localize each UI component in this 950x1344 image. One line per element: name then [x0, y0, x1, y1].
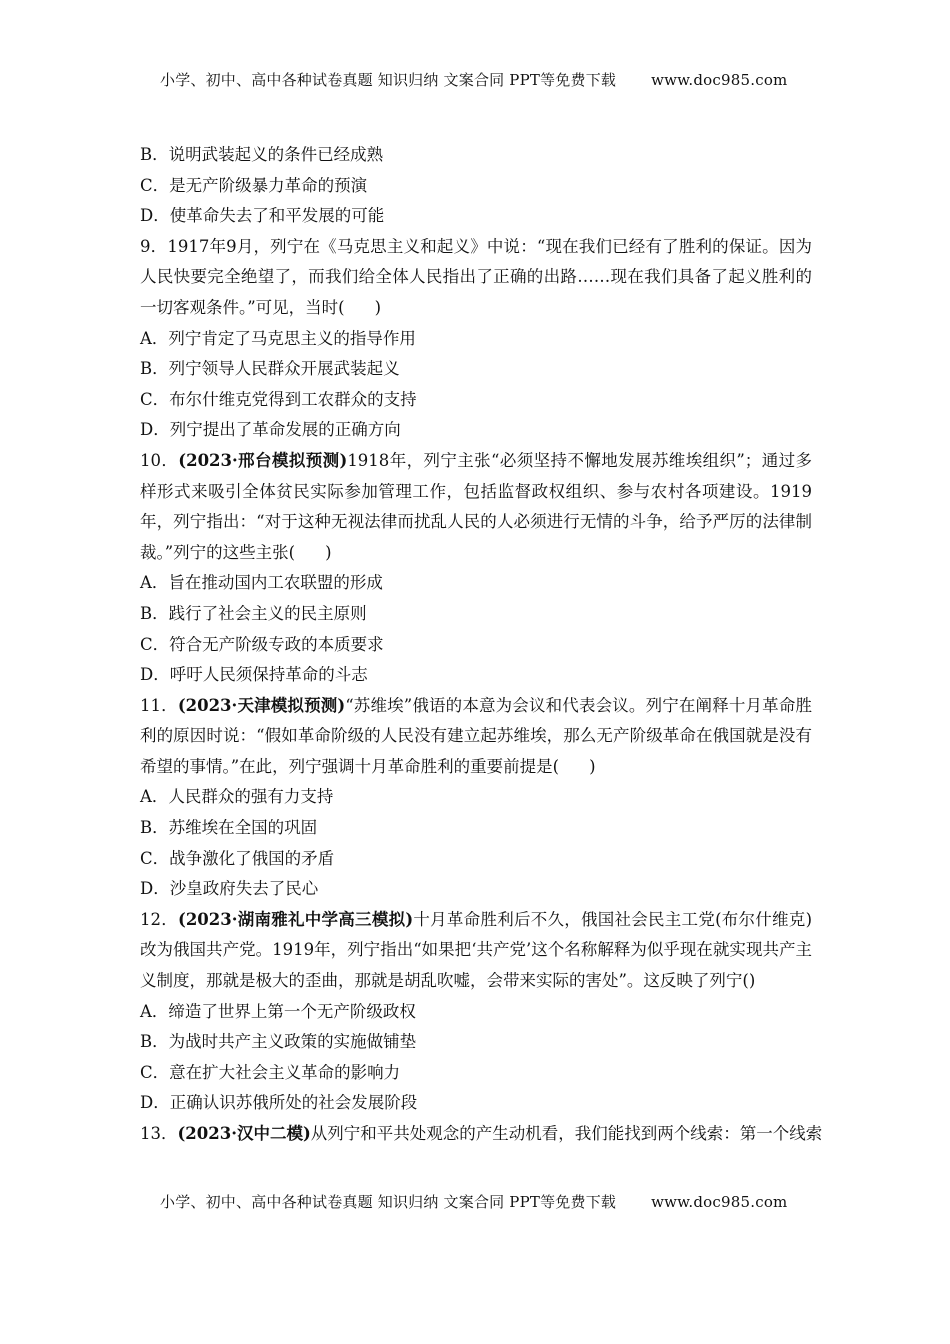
question-paren: ) — [325, 542, 332, 562]
option: D．呼吁人民须保持革命的斗志 — [140, 665, 368, 685]
question-paren: ) — [374, 297, 382, 317]
option: B．践行了社会主义的民主原则 — [140, 603, 367, 623]
question-paren: ) — [748, 971, 756, 991]
page-header — [160, 69, 800, 90]
question-source: (2023·汉中二模) — [177, 1124, 311, 1143]
option: A．缔造了世界上第一个无产阶级政权 — [140, 1001, 416, 1021]
question-content — [140, 140, 823, 1150]
footer-site-link[interactable]: www.doc985.com — [651, 1193, 788, 1211]
option: D．使革命失去了和平发展的可能 — [140, 206, 385, 226]
header-text: 小学、初中、高中各种试卷真题 知识归纳 文案合同 PPT等免费下载 — [160, 71, 617, 89]
page-footer — [160, 1191, 800, 1212]
option: C．布尔什维克党得到工农群众的支持 — [140, 389, 417, 409]
question-number: 9． — [140, 236, 168, 256]
option: A．人民群众的强有力支持 — [140, 787, 334, 807]
option: B．苏维埃在全国的巩固 — [140, 818, 318, 838]
option: B．列宁领导人民群众开展武装起义 — [140, 359, 400, 379]
question-paren: ) — [589, 756, 596, 776]
question-source: (2023·湖南雅礼中学高三模拟) — [178, 909, 414, 929]
option: C．是无产阶级暴力革命的预演 — [140, 175, 368, 195]
option: C．符合无产阶级专政的本质要求 — [140, 634, 384, 654]
option: D．列宁提出了革命发展的正确方向 — [140, 420, 401, 440]
question-number: 13． — [140, 1124, 178, 1143]
question-text: 十月革命胜利后不久，俄国社会民主工党(布尔什维克)改为俄国共产党。1919年，列宁指出“如果把‘共产党’这个名称解释为似乎现在就实现共产主义制度，那就是极大的歪曲，那就是胡乱吹嘘，会带来实际的害处”。这反映了列宁( — [140, 909, 813, 991]
footer-text: 小学、初中、高中各种试卷真题 知识归纳 文案合同 PPT等免费下载 — [160, 1193, 617, 1211]
option: B．说明武装起义的条件已经成熟 — [140, 145, 384, 164]
question-text: “苏维埃”俄语的本意为会议和代表会议。列宁在阐释十月革命胜利的原因时说：“假如革命阶级的人民没有建立起苏维埃，那么无产阶级革命在俄国就是没有希望的事情。”在此，列宁强调十月革命胜利的重要前提是( — [140, 695, 812, 776]
question-11-stem — [140, 691, 812, 783]
question-source: (2023·天津模拟预测) — [177, 695, 346, 715]
question-number: 12． — [140, 909, 179, 929]
question-text: 1917年9月，列宁在《马克思主义和起义》中说：“现在我们已经有了胜利的保证。因为人民快要完全绝望了，而我们给全体人民指出了正确的出路……现在我们具备了起义胜利的一切客观条件。”可见，当时( — [140, 236, 812, 317]
question-10-stem — [140, 446, 812, 568]
option: C．意在扩大社会主义革命的影响力 — [140, 1062, 401, 1082]
question-number: 10． — [140, 450, 179, 470]
question-12-stem — [140, 905, 812, 997]
question-source: (2023·邢台模拟预测) — [178, 450, 348, 470]
option: C．战争激化了俄国的矛盾 — [140, 848, 335, 868]
question-text: 1918年，列宁主张“必须坚持不懈地发展苏维埃组织”；通过多样形式来吸引全体贫民实际参加管理工作，包括监督政权组织、参与农村各项建设。1919年，列宁指出：“对于这种无视法律而扰乱人民的人必须进行无情的斗争，给予严厉的法律制裁。”列宁的这些主张( — [140, 450, 812, 562]
question-number: 11． — [140, 695, 178, 715]
question-13-stem — [140, 1119, 823, 1150]
option: A．旨在推动国内工农联盟的形成 — [140, 573, 383, 593]
option: D．沙皇政府失去了民心 — [140, 879, 319, 899]
question-text: 从列宁和平共处观念的产生动机看，我们能找到两个线索：第一个线索 — [310, 1124, 823, 1143]
option: A．列宁肯定了马克思主义的指导作用 — [140, 328, 416, 348]
question-9-stem — [140, 232, 812, 324]
option: D．正确认识苏俄所处的社会发展阶段 — [140, 1093, 418, 1113]
option: B．为战时共产主义政策的实施做铺垫 — [140, 1032, 417, 1052]
header-site-link[interactable]: www.doc985.com — [651, 71, 788, 89]
